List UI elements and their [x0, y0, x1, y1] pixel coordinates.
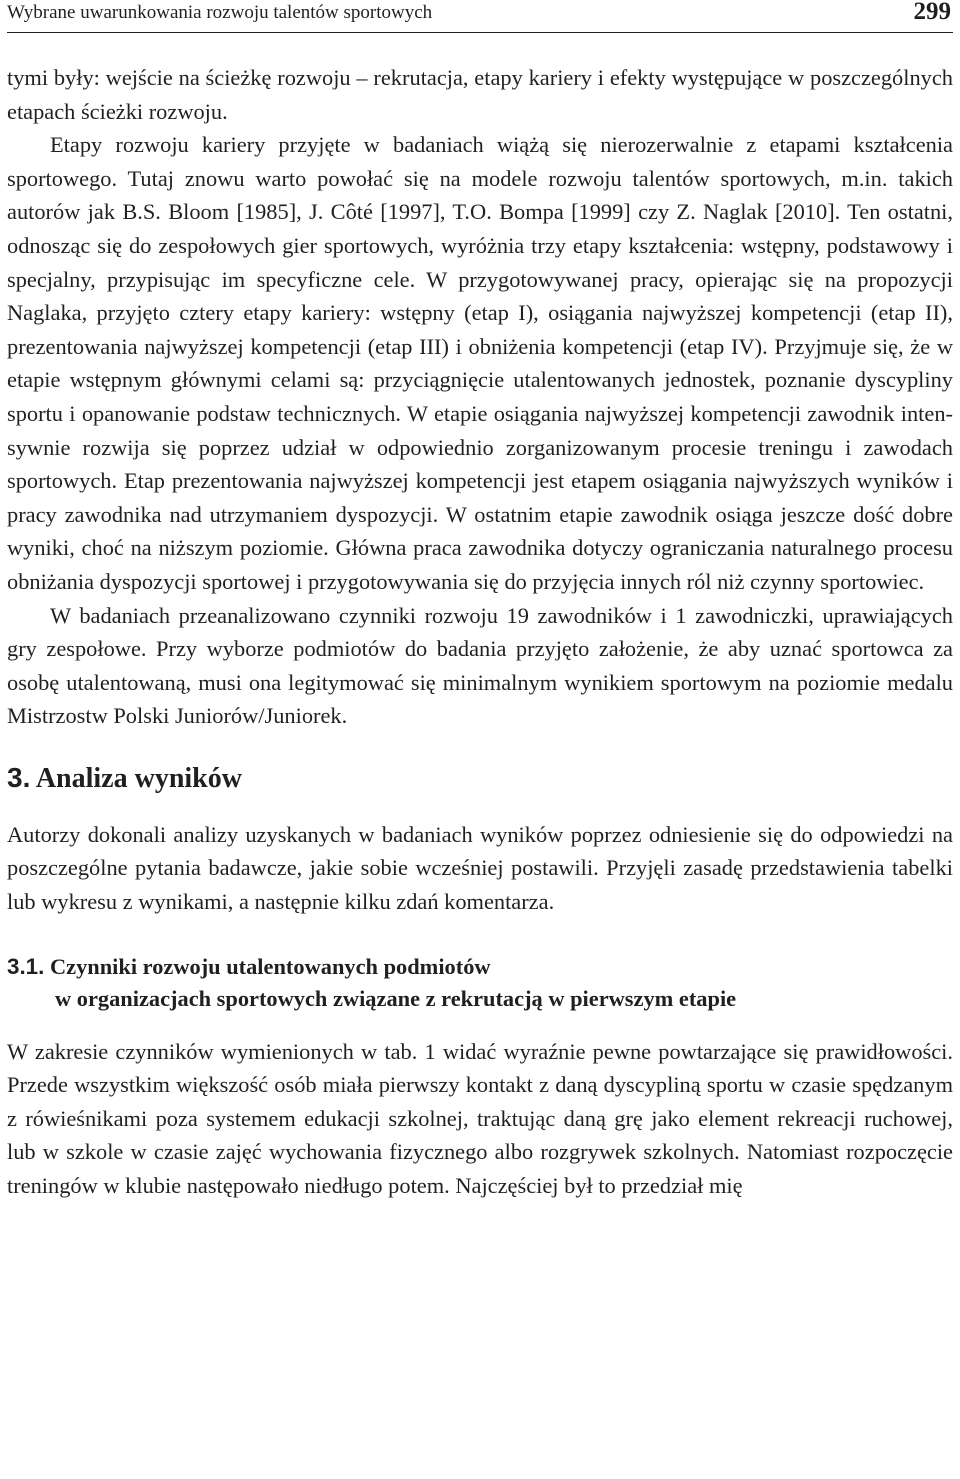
paragraph-recruitment-factors: W zakresie czynników wymienionych w tab. 1 widać wyraźnie pewne powtarzające się prawidłowości. Przede wszystkim większość osób miała pierwszy kontakt z daną dyscypliną sportu w czasie spędzanym z rówieśnikami poza systemem edukacji szkolnej, traktując daną grę jako element rekreacji ruchowej, lub w szkole w czasie zajęć wychowania fizycznego albo rozgrywek szkolnych. Natomiast rozpoczęcie treningów w klubie następowało niedługo potem. Najczęściej był to przedział mię — [7, 1038, 953, 1199]
paragraph-study-sample: W badaniach przeanalizowano czynniki rozwoju 19 zawodników i 1 zawodniczki, uprawiających gry zespołowe. Przy wyborze podmiotów do badania przyjęto założenie, że aby uznać sportowca za osobę utalentowaną, musi ona legitymować się minimalnym wynikiem sportowym na poziomie medalu Mistrzostw Polski Juniorów/Juniorek. — [7, 602, 953, 729]
running-title: Wybrane uwarunkowania rozwoju talentów sportowych — [7, 2, 433, 23]
header-rule — [7, 32, 953, 33]
page-header — [7, 0, 953, 32]
section-number: 3. — [7, 761, 31, 793]
subsection-title-line1: Czynniki rozwoju utalentowanych podmiotów — [49, 953, 491, 979]
section-title: Analiza wyników — [35, 762, 242, 794]
page-number: 299 — [913, 0, 951, 25]
paragraph-analysis: Autorzy dokonali analizy uzyskanych w badaniach wyników poprzez odniesienie się do odpowiedzi na poszczególne pytania badawcze, jakie sobie wcześniej postawili. Przyjęli zasadę przedstawienia tabelki lub wykresu z wynikami, a następnie kilku zdań komentarza. — [7, 821, 953, 915]
paragraph-continuation: tymi były: wejście na ścieżkę rozwoju – rekrutacja, etapy kariery i efekty występujące w poszczególnych etapach ścieżki rozwoju. — [7, 65, 953, 124]
subsection-title-line2: w organizacjach sportowych związane z rekrutacją w pierwszym etapie — [55, 985, 737, 1011]
paragraph-career-stages: Etapy rozwoju kariery przyjęte w badaniach wiążą się nierozerwalnie z etapami kształcenia sportowego. Tutaj znowu warto powołać się na modele rozwoju talentów sportowych, m.in. takich autorów jak B.S. Bloom [1985], J. Côté [1997], T.O. Bompa [1999] czy Z. Naglak [2010]. Ten ostatni, odnosząc się do zespołowych gier sportowych, wyróżnia trzy etapy kształcenia: wstępny, podstawowy i specjalny, przypisując im specyficzne cele. W przygotowywanej pracy, opierając się na propozycji Naglaka, przyjęto cztery etapy kariery: wstępny (etap I), osiągania najwyższej kompetencji (etap II), prezentowania najwyższej kompetencji (etap III) i obniżenia kompetencji (etap IV). Przyjmuje się, że w etapie wstępnym głównymi celami są: przyciągnięcie utalentowanych jednostek, poznanie dyscypliny sportu i opanowanie podstaw technicznych. W etapie osiągania najwyższej kompetencji zawodnik intensywnie rozwija się poprzez udział w odpowiednio zorganizowanym procesie treningu i zawodach sportowych. Etap prezentowania najwyższej kompetencji jest etapem osiągania najwyższych wyników i pracy zawodnika nad utrzymaniem dyspozycji. W ostatnim etapie zawodnik osiąga jeszcze dość dobre wyniki, choć na niższym poziomie. Główna praca zawodnika dotyczy ograniczania naturalnego procesu obniżania dyspozycji sportowej i przygotowywania się do przyjęcia innych ról niż czynny sportowiec. — [7, 132, 953, 594]
subsection-number: 3.1. — [7, 953, 45, 979]
page-body — [7, 61, 953, 1203]
section-heading-3 — [7, 761, 953, 796]
subsection-heading-3-1 — [7, 951, 953, 1015]
